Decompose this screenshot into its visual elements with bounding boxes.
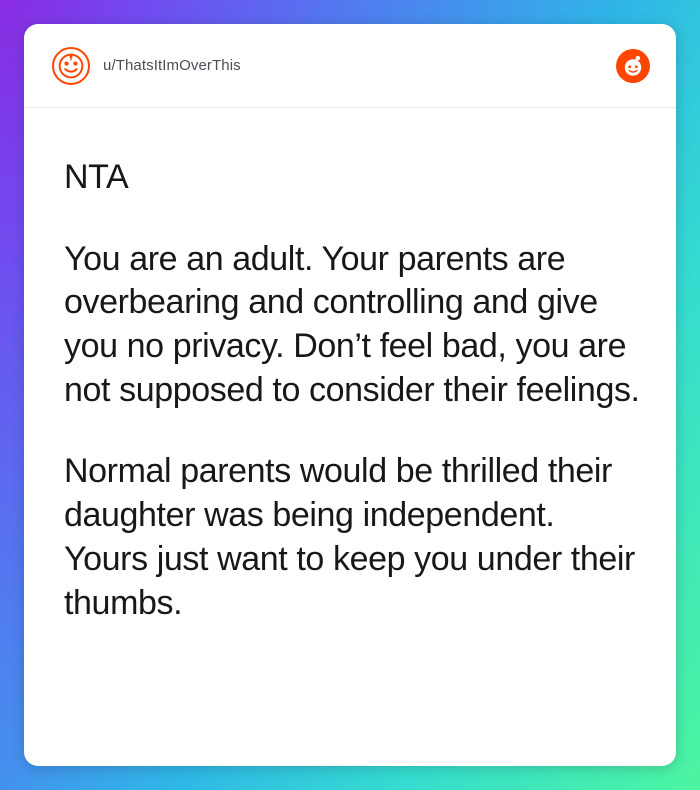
card-body	[24, 108, 676, 766]
reddit-snoo-avatar-icon	[58, 53, 84, 79]
reddit-post-card	[24, 24, 676, 766]
card-header	[24, 24, 676, 108]
post-text	[64, 156, 642, 625]
reddit-logo-icon	[621, 54, 645, 78]
post-paragraph-3: Normal parents would be thrilled their daughter was being independent. Yours just want to keep you under their thumbs.	[64, 452, 635, 622]
post-paragraph-2: You are an adult. Your parents are overbearing and controlling and give you no privacy. Don’t feel bad, you are not supposed to consider their feelings.	[64, 239, 640, 409]
post-paragraph-1: NTA	[64, 158, 129, 196]
avatar[interactable]	[52, 47, 90, 85]
username-label: u/ThatsItImOverThis	[103, 57, 241, 74]
reddit-badge[interactable]	[616, 49, 650, 83]
